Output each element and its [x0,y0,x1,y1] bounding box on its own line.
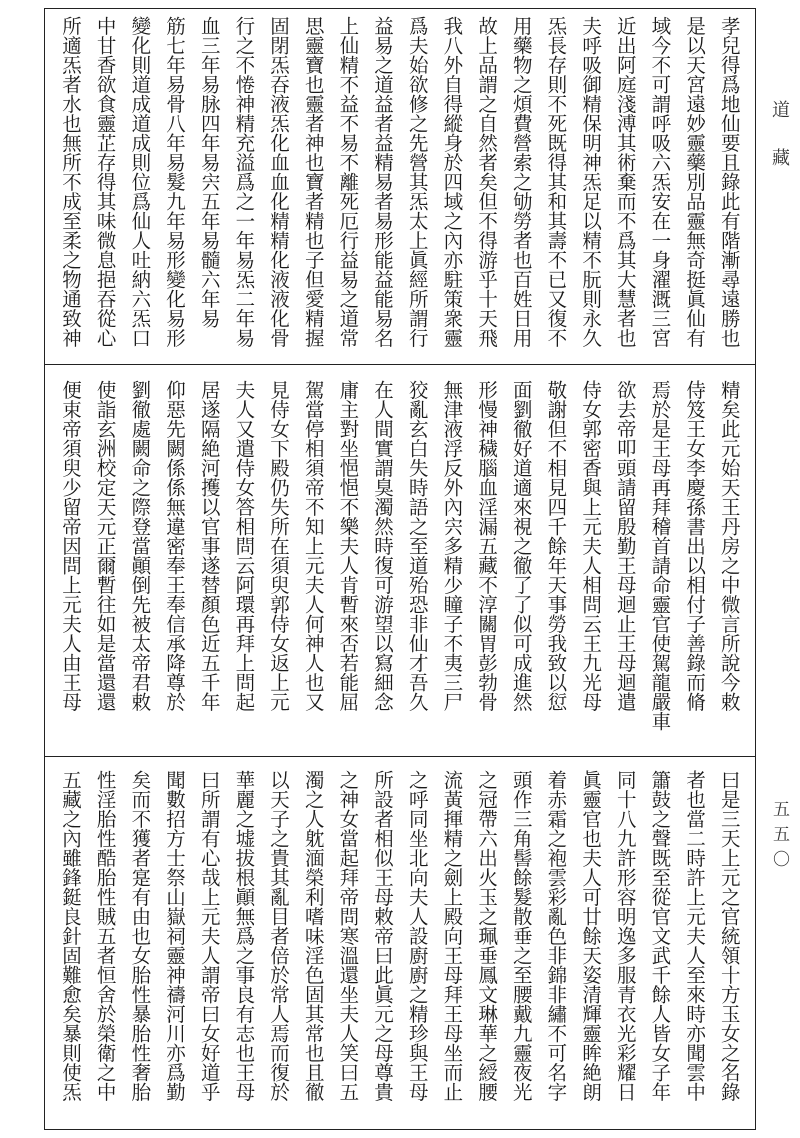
text-column: 頭作三角髻餘髮散垂之至腰戴九靈夜光 [509,770,533,1102]
text-column: 使詣玄洲校定天元正爾暫往如是當還還 [93,380,117,712]
text-column: 用藥物之煩費營索之劬勞者也百姓日用 [509,16,533,348]
text-column: 濁之人躭湎榮利嗜味淫色固其常也且徹 [301,770,325,1102]
text-column: 五藏之內雖鋒鋌良針固難愈矣暴則使炁 [59,770,82,1102]
text-column: 夫呼吸御精保明神炁足以精不朊則永久 [579,16,603,348]
text-column: 侍女郭密香與上元夫人相問云王九光母 [579,380,603,712]
panel-divider [44,364,756,365]
text-column: 近出阿庭淺溥其術棄而不爲其大慧者也 [613,16,637,348]
text-column: 所設者相似王母敕帝曰此眞元之母尊貴 [371,770,395,1102]
text-panel-middle [44,372,756,750]
text-column: 所適炁者水也無所不成至柔之物通致神 [59,16,82,348]
text-panel-bottom [44,762,756,1130]
text-panel-top [44,8,756,360]
text-column: 中甘香欲食靈芷存得其味微息挹吞從心 [93,16,117,348]
text-column: 域今不可謂呼吸六炁安在一身濯溉三宮 [648,16,672,348]
text-column: 之冠帶六出火玉之珮垂鳳文琳華之綬腰 [475,770,499,1102]
text-column: 筋七年易骨八年易髮九年易形變化易形 [163,16,187,348]
text-column: 以天子之貴其亂目者倍於常人焉而復於 [267,770,291,1102]
text-column: 曰是三天上元之官統領十方玉女之名錄 [717,770,741,1102]
text-column: 華麗之墟拔根顚無爲之事良有志也王母 [232,770,256,1102]
text-column: 固閉炁吞液炁化血血化精精化液液化骨 [267,16,291,348]
panel-divider [44,756,756,757]
text-column: 是以天宮遠妙靈藥別品靈無奇挺眞仙有 [683,16,707,348]
text-column: 我八外自得縱身於四域之內亦駐策衆靈 [440,16,464,348]
text-column: 矣而不獲者寔有由也女胎性暴胎性奢胎 [128,770,152,1102]
text-column: 同十八九許形容明逸多服青衣光彩耀日 [613,770,637,1102]
text-column: 敬謝但不相見四千餘年天事勞我致以愆 [544,380,568,712]
text-column: 庸主對坐悒悒不樂夫人肯暫來否若能屈 [336,380,360,712]
collection-title: 道藏 [769,100,790,196]
text-column: 曰所謂有心哉上元夫人謂帝曰女好道乎 [197,770,221,1102]
text-column: 侍笈王女李慶孫書出以相付子善錄而脩 [683,380,707,712]
text-column: 血三年易脉四年易宍五年易髓六年易 [197,16,221,328]
text-column: 孝兒得爲地仙要且錄此有階漸尋遠勝也 [717,16,741,348]
text-column: 之呼同坐北向夫人設廚廚之精珍與王母 [405,770,429,1102]
text-column: 欲去帝叩頭請留殷勤王母迴止王母迴遣 [613,380,637,712]
text-column: 思靈寶也靈者神也寶者精也子但愛精握 [301,16,325,348]
text-column: 簫鼓之聲既至從官文武千餘人皆女子年 [648,770,672,1102]
text-column: 眞靈官也夫人可廿餘天姿清輝靈眸絶朗 [579,770,603,1102]
text-column: 行之不惓神精充溢爲之一年易炁二年易 [232,16,256,348]
text-column: 性淫胎性酷胎性賊五者恒舍於榮衛之中 [93,770,117,1102]
text-column: 居遂隔絶河擭以官事遂替顏色近五千年 [197,380,221,712]
text-column: 着赤霜之袍雲彩亂色非錦非繡不可名字 [544,770,568,1102]
text-column: 益易之道益者益精易者易形能益能易名 [371,16,395,348]
text-column: 駕當停相須帝不知上元夫人何神人也又 [301,380,325,712]
text-column: 流黃揮精之劍上殿向王母拜王母坐而止 [440,770,464,1102]
text-column: 變化則道成道成則位爲仙人吐納六炁口 [128,16,152,348]
text-column: 炁長存則不死既得其和其壽不已又復不 [544,16,568,348]
text-column: 夫人又遣侍女答相問云阿環再拜上問起 [232,380,256,712]
text-column: 故上品謂之自然者矣但不得游乎十天飛 [475,16,499,348]
text-column: 在人間實謂臭濁然時復可游望以寫細念 [371,380,395,712]
text-column: 狡亂玄白失時語之至道殆恐非仙才吾久 [405,380,429,712]
text-column: 見侍女下殿仍失所在須臾郭侍女返上元 [267,380,291,712]
text-column: 聞數招方士祭山嶽祠靈神禱河川亦爲勤 [163,770,187,1102]
text-column: 面劉徹好道適來視之徹了了似可成進然 [509,380,533,712]
text-column: 上仙精不益不易不離死厄行益易之道常 [336,16,360,348]
page-number: 五五〇 [769,800,789,875]
text-column: 精矣此元始天王丹房之中微言所說今敕 [717,380,741,712]
text-column: 形慢神穢腦血淫漏五藏不淳關胃彭勃骨 [475,380,499,712]
text-column: 仰惡先闕係係無違密奉王奉信承降尊於 [163,380,187,712]
text-column: 便束帝須臾少留帝因問上元夫人由王母 [59,380,82,712]
text-column: 焉於是王母再拜稽首請命靈官使駕龍嚴車 [648,380,672,731]
text-column: 者也當二時許上元夫人至來時亦聞雲中 [683,770,707,1102]
text-column: 劉徹處闕命之際登當顚倒先被太帝君敕 [128,380,152,712]
text-column: 無津液浮反外內宍多精少瞳子不夷三尸 [440,380,464,712]
text-column: 爲夫始欲修之先營其炁太上眞經所謂行 [405,16,429,348]
text-column: 之神女當起拜帝問寒溫還坐夫人笑曰五 [336,770,360,1102]
